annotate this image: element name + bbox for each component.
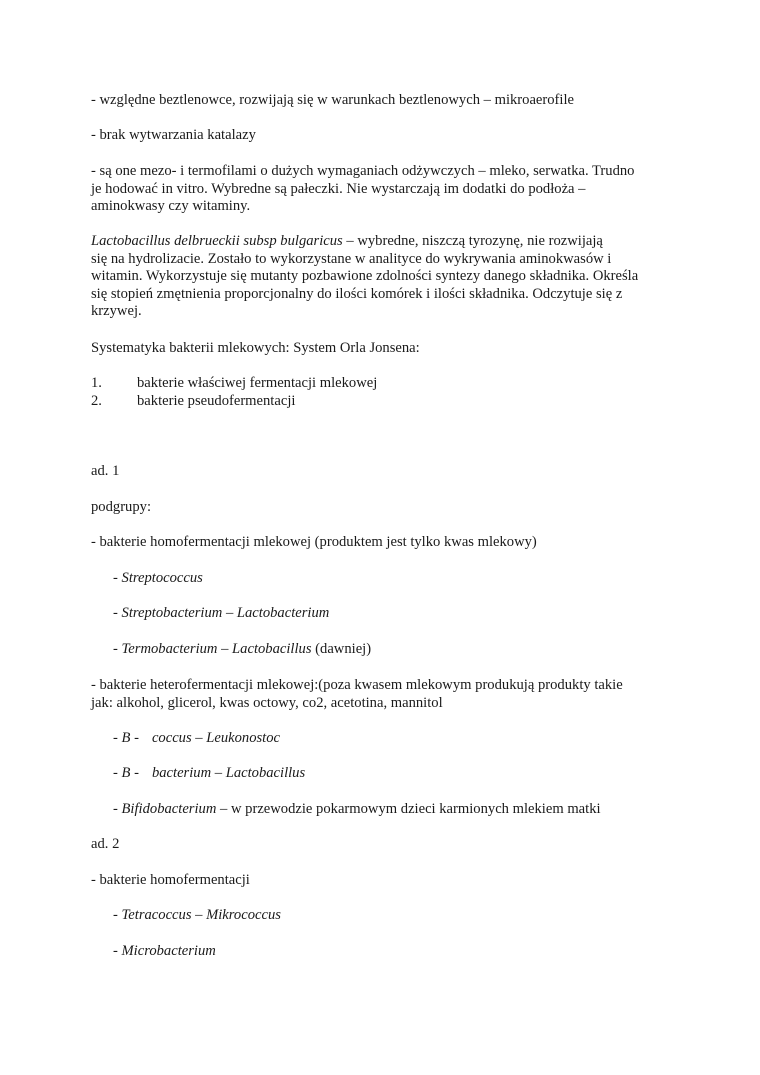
section-heading-ad1	[91, 463, 681, 481]
genus-streptobacterium-text: Streptobacterium – Lactobacterium	[121, 605, 330, 621]
genus-bifidobacterium	[113, 801, 703, 819]
genus-microbacterium-text: Microbacterium	[121, 943, 216, 959]
genus-streptobacterium	[113, 605, 703, 623]
genus-termobacterium	[113, 641, 703, 659]
genus-streptococcus	[113, 570, 703, 588]
list-item-number: 2.	[91, 393, 102, 409]
list-item	[0, 375, 760, 393]
list-item-number: 1.	[91, 375, 102, 391]
genus-bifidobacterium-line	[113, 801, 703, 819]
section-heading-ad2	[91, 836, 681, 854]
lactobacillus-line-1-rest: – wybredne, niszczą tyrozynę, nie rozwijają	[342, 233, 603, 249]
genus-termobacterium-text: Termobacterium – Lactobacillus	[121, 641, 312, 657]
betabacterium-prefix: - B -	[113, 765, 139, 781]
lactobacillus-line-3: witamin. Wykorzystuje się mutanty pozbawione zdolności syntezy danego składnika. Określa	[91, 268, 639, 284]
dash: -	[113, 641, 122, 657]
homofermentation2-header-text: - bakterie homofermentacji	[91, 872, 250, 888]
betacoccus-prefix: - B -	[113, 730, 139, 746]
ad2-text: ad. 2	[91, 836, 120, 852]
list-item-text: bakterie właściwej fermentacji mlekowej	[137, 375, 378, 391]
genus-betabacterium	[113, 765, 703, 783]
genus-tetracoccus-line	[113, 907, 703, 925]
genus-microbacterium-line	[113, 943, 703, 961]
species-name: Lactobacillus delbrueckii subsp bulgaricus	[91, 233, 343, 249]
systematics-text: Systematyka bakterii mlekowych: System Orla Jonsena:	[91, 340, 420, 356]
subgroups-label	[91, 499, 681, 517]
mesophiles-line-2: je hodować in vitro. Wybredne są pałeczki. Nie wystarczają im dodatki do podłoża –	[91, 180, 586, 197]
genus-streptococcus-text: Streptococcus	[121, 570, 203, 586]
dash: -	[113, 570, 122, 586]
genus-betacoccus	[113, 730, 703, 748]
dash: -	[113, 605, 122, 621]
paragraph-catalase-text: - brak wytwarzania katalazy	[91, 127, 256, 143]
heterofermentation-line-2: jak: alkohol, glicerol, kwas octowy, co2, acetotina, mannitol	[91, 694, 443, 711]
paragraph-anaerobes	[91, 92, 681, 110]
homofermentation2-header	[91, 872, 681, 890]
ad1-text: ad. 1	[91, 463, 120, 479]
genus-tetracoccus	[113, 907, 703, 925]
dash: -	[113, 801, 122, 817]
paragraph-mesophiles	[91, 163, 681, 216]
subgroups-text: podgrupy:	[91, 499, 151, 515]
genus-streptococcus-line	[113, 570, 703, 588]
genus-betabacterium-text: bacterium – Lactobacillus	[151, 765, 306, 781]
lactobacillus-line-5: krzywej.	[91, 303, 142, 319]
genus-betacoccus-line	[113, 730, 703, 748]
genus-bifidobacterium-rest: – w przewodzie pokarmowym dzieci karmionych mlekiem matki	[216, 801, 601, 817]
mesophiles-line-1: - są one mezo- i termofilami o dużych wymaganiach odżywczych – mleko, serwatka. Trudno	[91, 163, 635, 179]
genus-betacoccus-text: coccus – Leukonostoc	[151, 730, 281, 746]
genus-betabacterium-line	[113, 765, 703, 783]
list-item	[0, 393, 760, 411]
paragraph-catalase	[91, 127, 681, 145]
paragraph-systematics	[91, 340, 681, 358]
homofermentation-header-text: - bakterie homofermentacji mlekowej (produktem jest tylko kwas mlekowy)	[91, 534, 537, 550]
paragraph-anaerobes-text: - względne beztlenowce, rozwijają się w warunkach beztlenowych – mikroaerofile	[91, 92, 575, 108]
genus-termobacterium-line	[113, 641, 703, 659]
lactobacillus-line-4: się stopień zmętnienia proporcjonalny do ilości komórek i ilości składnika. Odczytuje się z	[91, 285, 623, 302]
heterofermentation-header	[91, 677, 681, 712]
paragraph-lactobacillus	[91, 233, 681, 321]
list-item-text: bakterie pseudofermentacji	[137, 393, 296, 409]
homofermentation-header	[91, 534, 681, 552]
mesophiles-line-3: aminokwasy czy witaminy.	[91, 198, 251, 214]
dash: -	[113, 907, 122, 923]
heterofermentation-line-1: - bakterie heterofermentacji mlekowej:(poza kwasem mlekowym produkują produkty takie	[91, 677, 623, 693]
genus-microbacterium	[113, 943, 703, 961]
lactobacillus-line-1	[91, 233, 681, 251]
genus-bifidobacterium-text: Bifidobacterium	[121, 801, 217, 817]
genus-streptobacterium-line	[113, 605, 703, 623]
lactobacillus-line-2: się na hydrolizacie. Zostało to wykorzystane w analityce do wykrywania aminokwasów i	[91, 250, 612, 267]
dash: -	[113, 943, 122, 959]
genus-termobacterium-rest: (dawniej)	[311, 641, 372, 657]
genus-tetracoccus-text: Tetracoccus – Mikrococcus	[121, 907, 281, 923]
